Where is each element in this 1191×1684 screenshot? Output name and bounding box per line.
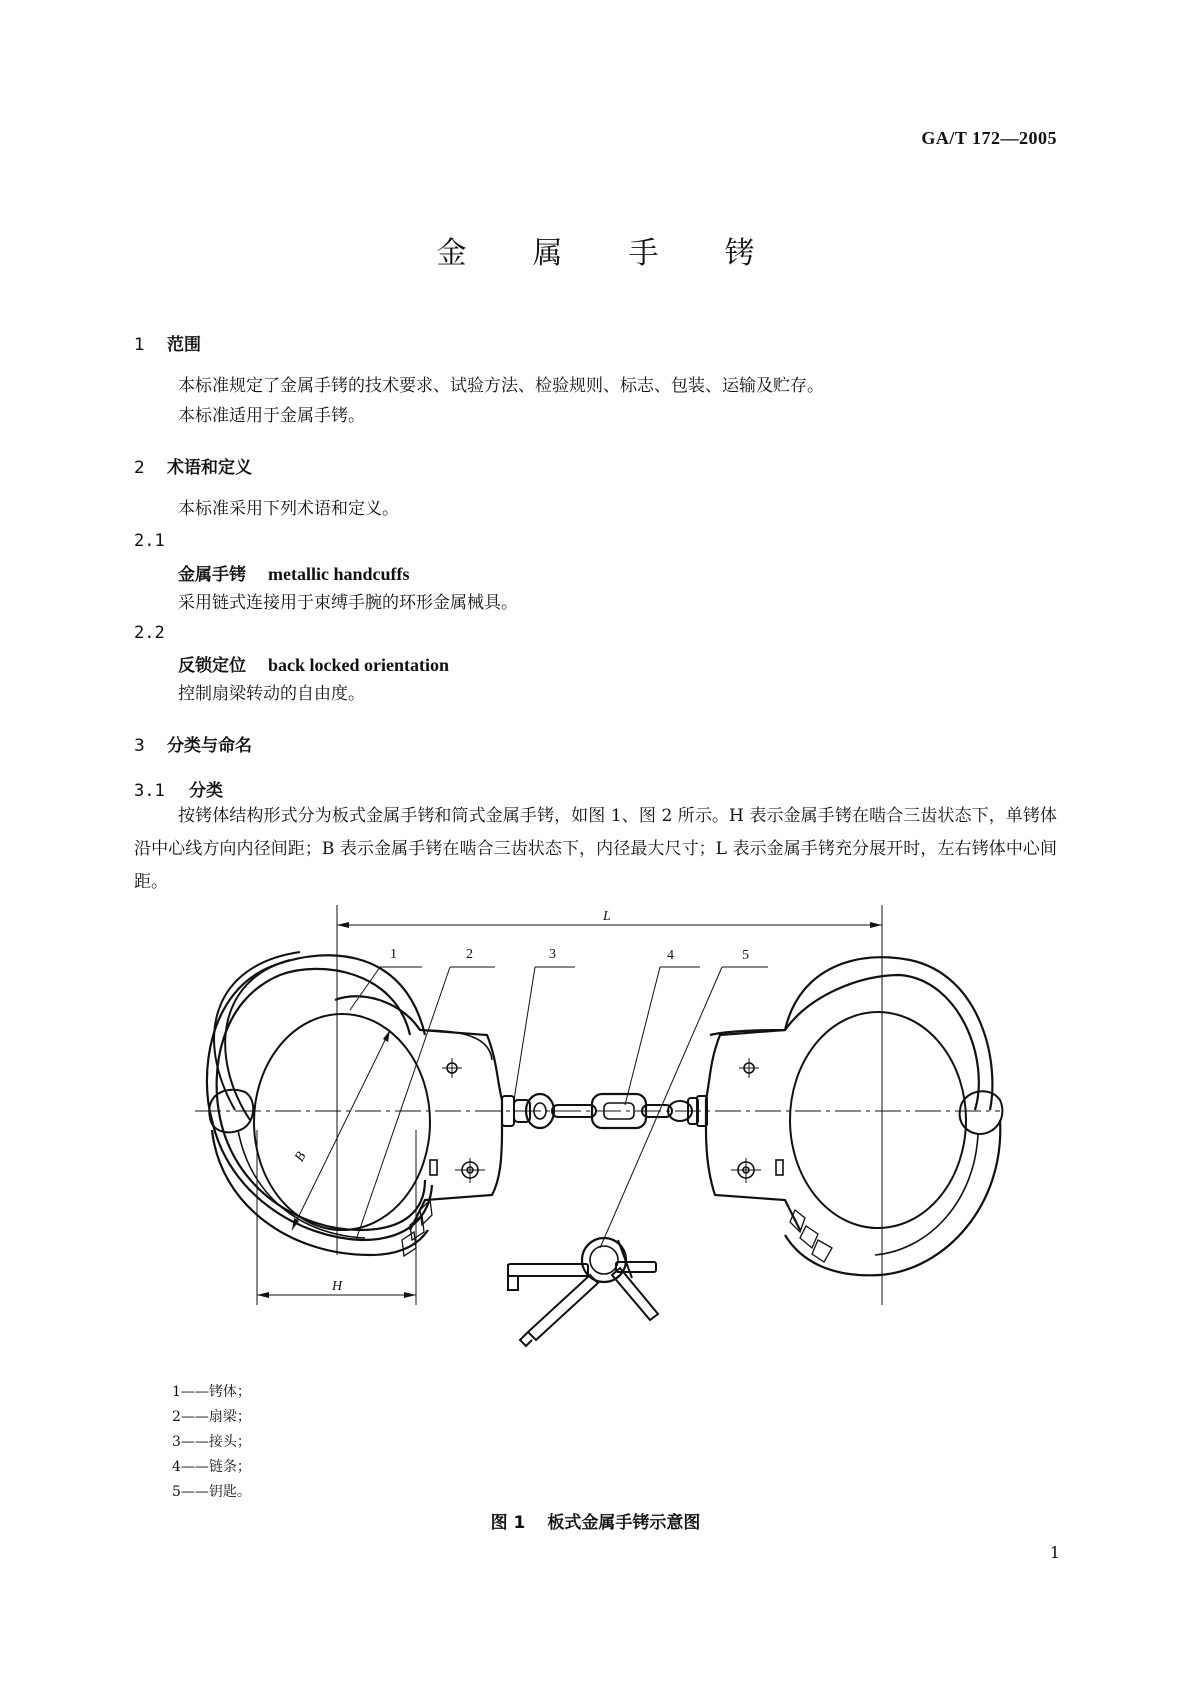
left-cuff-body: [207, 952, 502, 1256]
subsection-number: 3.1: [134, 781, 165, 801]
legend-item: 2——扇梁；: [172, 1409, 251, 1425]
dimension-label-h: H: [332, 1279, 343, 1294]
section-title: 分类与命名: [167, 736, 252, 756]
title-char: 属: [532, 236, 563, 271]
term-definition: 采用链式连接用于束缚手腕的环形金属械具。: [178, 593, 518, 613]
section-title: 术语和定义: [167, 458, 252, 478]
term-en: metallic handcuffs: [268, 564, 410, 584]
callout-1: 1: [390, 947, 397, 962]
callout-4: 4: [667, 948, 674, 963]
callout-5: 5: [742, 948, 749, 963]
term-number: 2.1: [134, 531, 165, 551]
title-char: 铐: [724, 236, 755, 271]
page-number: 1: [1049, 1543, 1060, 1562]
section-title: 范围: [167, 335, 201, 355]
standard-code: GA/T 172—2005: [921, 128, 1057, 148]
caption-text: 板式金属手铐示意图: [547, 1513, 701, 1533]
section-3-1-para: 按铐体结构形式分为板式金属手铐和筒式金属手铐，如图 1、图 2 所示。H 表示金属手铐在啮合三齿状态下，单铐体沿中心线方向内径间距；B 表示金属手铐在啮合三齿状态下，内径最大尺寸；L 表示金属手铐充分展开时，左右铐体中心间距。: [134, 806, 1057, 892]
title-char: 手: [628, 236, 659, 271]
section-1-para-1: 本标准规定了金属手铐的技术要求、试验方法、检验规则、标志、包装、运输及贮存。: [178, 376, 824, 396]
legend-item: 5——钥匙。: [172, 1484, 251, 1500]
dimension-label-l: L: [603, 909, 611, 924]
section-number: 2: [134, 458, 145, 478]
term-zh: 金属手铐: [178, 565, 246, 585]
section-number: 1: [134, 335, 145, 355]
subsection-title: 分类: [189, 781, 223, 801]
callout-2: 2: [466, 947, 473, 962]
term-zh: 反锁定位: [178, 656, 246, 676]
keys: [508, 1238, 658, 1346]
dimension-line-b: [292, 1030, 390, 1230]
figure-caption: [0, 1508, 1191, 1533]
term-en: back locked orientation: [268, 655, 450, 675]
section-2-intro: 本标准采用下列术语和定义。: [178, 499, 399, 519]
callout-3: 3: [549, 947, 556, 962]
figure-legend: [172, 1380, 251, 1505]
legend-item: 1——铐体；: [172, 1384, 251, 1400]
title-char: 金: [436, 236, 467, 271]
caption-number: 图 1: [490, 1513, 526, 1533]
right-cuff-body: [706, 957, 1002, 1275]
section-number: 3: [134, 736, 145, 756]
term-number: 2.2: [134, 623, 165, 643]
section-1-para-2: 本标准适用于金属手铐。: [178, 406, 365, 426]
term-definition: 控制扇梁转动的自由度。: [178, 684, 365, 704]
legend-item: 4——链条；: [172, 1459, 251, 1475]
legend-item: 3——接头；: [172, 1434, 251, 1450]
dimension-label-b: B: [292, 1149, 310, 1165]
